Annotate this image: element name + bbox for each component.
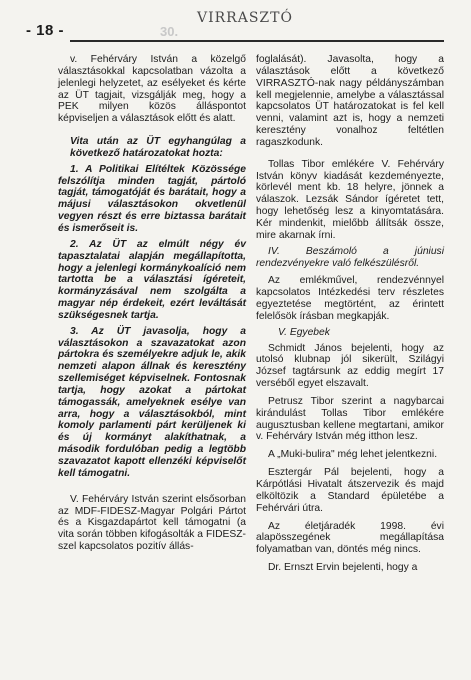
paragraph: Tollas Tibor emlékére V. Fehérváry István könyv kiadását kezdeményezte, körlevél ment kb. 18 helyre, jönnek a válaszok. Lezsák Sándor ígéretet tett, hogy lehetőség lesz a kinyomtatására. Kér mindenkit, mielőbb állítsák össze, mire akarnak írni.: [256, 158, 444, 241]
paragraph: Schmidt János bejelenti, hogy az utolsó klubnap jól sikerült, Szilágyi József tagtársunk az eddig megírt 17 verséből egyet elszavalt.: [256, 342, 444, 390]
paragraph: v. Fehérváry István a közelgő választásokkal kapcsolatban vázolta a jelenlegi helyzetet, az esélyeket és kérte az ÜT tagjait, vizsgálják meg, hogy a PEK milyen közös álláspontot képviseljen a választások előtt és alatt.: [58, 54, 246, 125]
paragraph: Petrusz Tibor szerint a nagybarcai kirándulást Tollas Tibor emlékére augusztusban kellene megtartani, amikor v. Fehérváry István még itthon lesz.: [256, 395, 444, 443]
resolution-intro: Vita után az ÜT egyhangúlag a következő határozatokat hozta:: [70, 136, 246, 159]
paragraph: Az életjáradék 1998. évi alapösszegének megállapítása folyamatban van, döntés még nincs.: [256, 520, 444, 556]
page-number: - 18 -: [26, 22, 65, 39]
paragraph: V. Fehérváry István szerint elsősorban az MDF-FIDESZ-Magyar Polgári Pártot és a Kisgazdapártot kell támogatni (a vita során többen kifogásolták a FIDESZ-szel kapcsolatos pozitív állás-: [58, 493, 246, 553]
paragraph: Esztergár Pál bejelenti, hogy a Kárpótlási Hivatalt átszervezik és majd elköltözik a Standard épületébe a Fehérvári útra.: [256, 467, 444, 514]
resolution-2: 2. Az ÜT az elmúlt négy év tapasztalatai alapján megállapította, hogy a jelenlegi kormánykoalíció nem tartotta be a választási ígéreteit, kormányzásával nem szolgálta a magyar nép érdekeit, ezért leváltását szükségesnek tartja.: [58, 238, 246, 321]
paragraph: Az emlékművel, rendezvénnyel kapcsolatos Intézkedési terv részletes egyeztetése megtörtént, az érintett felelősök írásban megkapják.: [256, 275, 444, 322]
page-header: [0, 0, 471, 52]
paragraph: foglalását). Javasolta, hogy a választások előtt a következő VIRRASZTÓ-nak nagy példányszámban kell megjelennie, amelybe a választással kapcsolatos ÜT határozatokat is fel kell venni, valamint azt is, hogy a nemzeti keresztény vonalhoz feltétlen ragaszkodunk.: [256, 54, 444, 148]
paragraph: Dr. Ernszt Ervin bejelenti, hogy a: [268, 562, 418, 574]
masthead-logo: VIRRASZTÓ: [197, 10, 293, 26]
paragraph: A „Muki-bulira" még lehet jelentkezni.: [268, 449, 438, 461]
resolution-1: 1. A Politikai Elítéltek Közössége felszólítja minden tagját, pártoló tagját, támogatóját és barátait, hogy a májusi választásokon okvetlenül vegyen részt és erre biztassa barátait és ismerőseit is.: [58, 163, 246, 234]
header-rule: [70, 40, 444, 42]
resolution-3: 3. Az ÜT javasolja, hogy a választásokon a szavazatokat azon pártokra és személyekre adjuk le, akik nemzeti alapon állnak és keresztény szellemiséget képviselnek. Fontosnak tartja, hogy azokat a pártokat támogassák, amelyeknek esélye van arra, hogy a választásokból, mint komoly parlamenti párt kerüljenek ki és új kormányt alakíthatnak, a második fordulóban pedig a legtöbb szavazatot kapott ellenzéki képviselőt kell támogatni.: [58, 325, 246, 479]
right-column: [256, 54, 444, 574]
issue-number: 30.: [160, 24, 179, 39]
section-heading-v: V. Egyebek: [278, 326, 330, 338]
section-heading-iv: IV. Beszámoló a júniusi rendezvényekre való felkészülésről.: [256, 245, 444, 269]
left-column: [58, 54, 246, 553]
